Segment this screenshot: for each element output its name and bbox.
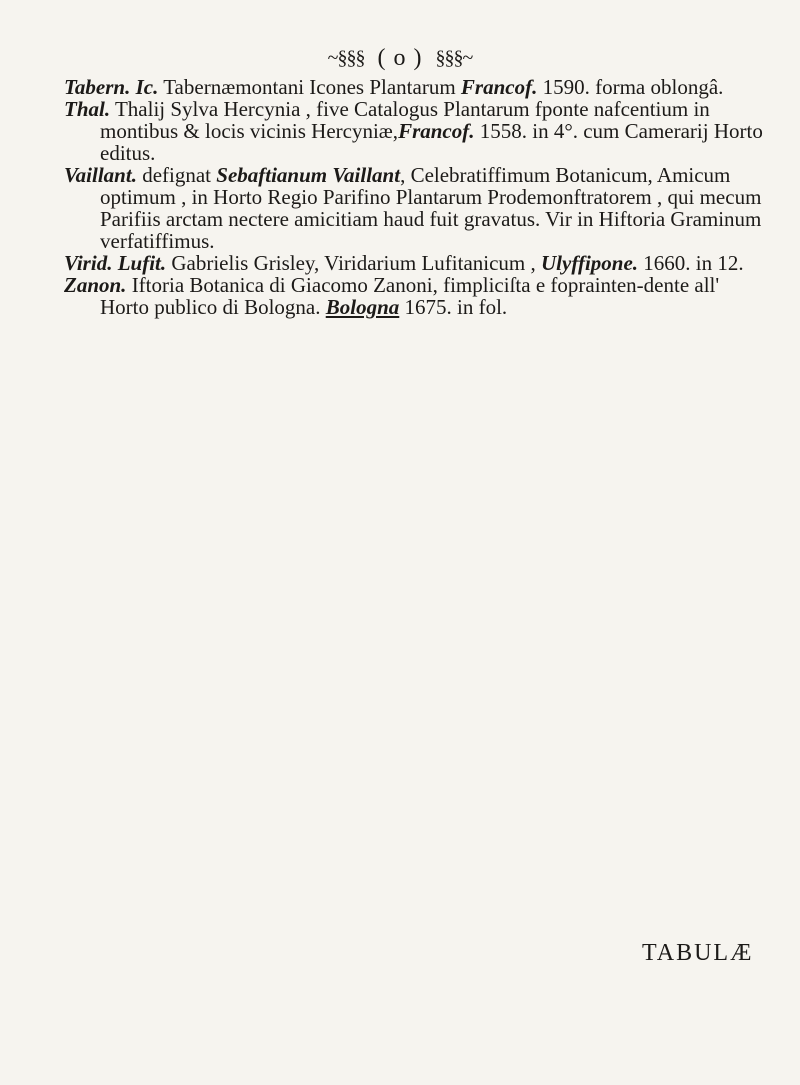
- header-ornament-left: ~§§§: [327, 46, 365, 69]
- entry-text-end: 1660. in 12.: [638, 251, 744, 275]
- entry-place: Bologna: [325, 295, 400, 319]
- entry-author: Sebaftianum Vaillant: [216, 163, 401, 187]
- catchword: TABULÆ: [642, 940, 754, 966]
- entry-abbreviation: Vaillant.: [64, 163, 137, 187]
- entry-abbreviation: Tabern. Ic.: [64, 75, 159, 99]
- entry-abbreviation: Thal.: [64, 97, 111, 121]
- entry-text: defignat: [136, 163, 217, 187]
- bibliography-entry: [64, 164, 764, 252]
- bibliography-list: [64, 76, 764, 318]
- entry-place: Ulyffipone.: [541, 251, 639, 275]
- bibliography-entry: [64, 252, 764, 274]
- bibliography-entry: [64, 98, 764, 164]
- entry-text: Iftoria Botanica di Giacomo Zanoni, fimpliciſta e foprainten-dente all' Horto publico di Bologna.: [100, 273, 720, 319]
- entry-text-end: 1558. in 4°. cum Camerarij Horto editus.: [100, 119, 763, 165]
- bibliography-entry: [64, 274, 764, 318]
- entry-text-end: 1590. forma oblongâ.: [537, 75, 724, 99]
- entry-abbreviation: Virid. Lufit.: [64, 251, 167, 275]
- header-ornament-right: §§§~: [435, 46, 473, 69]
- page-header: [0, 44, 800, 72]
- entry-text: Gabrielis Grisley, Viridarium Lufitanicum ,: [166, 251, 542, 275]
- entry-text-end: , Celebratiffimum Botanicum, Amicum optimum , in Horto Regio Parifino Plantarum Prodemonftratorem , qui mecum Parifiis arctam nectere amicitiam haud fuit gravatus. Vir in Hiftoria Graminum verfatiffimus.: [100, 163, 762, 253]
- entry-place: Francof.: [398, 119, 475, 143]
- page-number: ( o ): [377, 44, 423, 71]
- entry-place: Francof.: [460, 75, 538, 99]
- entry-text: Tabernæmontani Icones Plantarum: [158, 75, 461, 99]
- entry-text-end: 1675. in fol.: [399, 295, 508, 319]
- entry-abbreviation: Zanon.: [64, 273, 127, 297]
- bibliography-entry: [64, 76, 764, 98]
- entry-text: Thalij Sylva Hercynia , five Catalogus Plantarum fponte nafcentium in montibus & locis vicinis Hercyniæ,: [100, 97, 710, 143]
